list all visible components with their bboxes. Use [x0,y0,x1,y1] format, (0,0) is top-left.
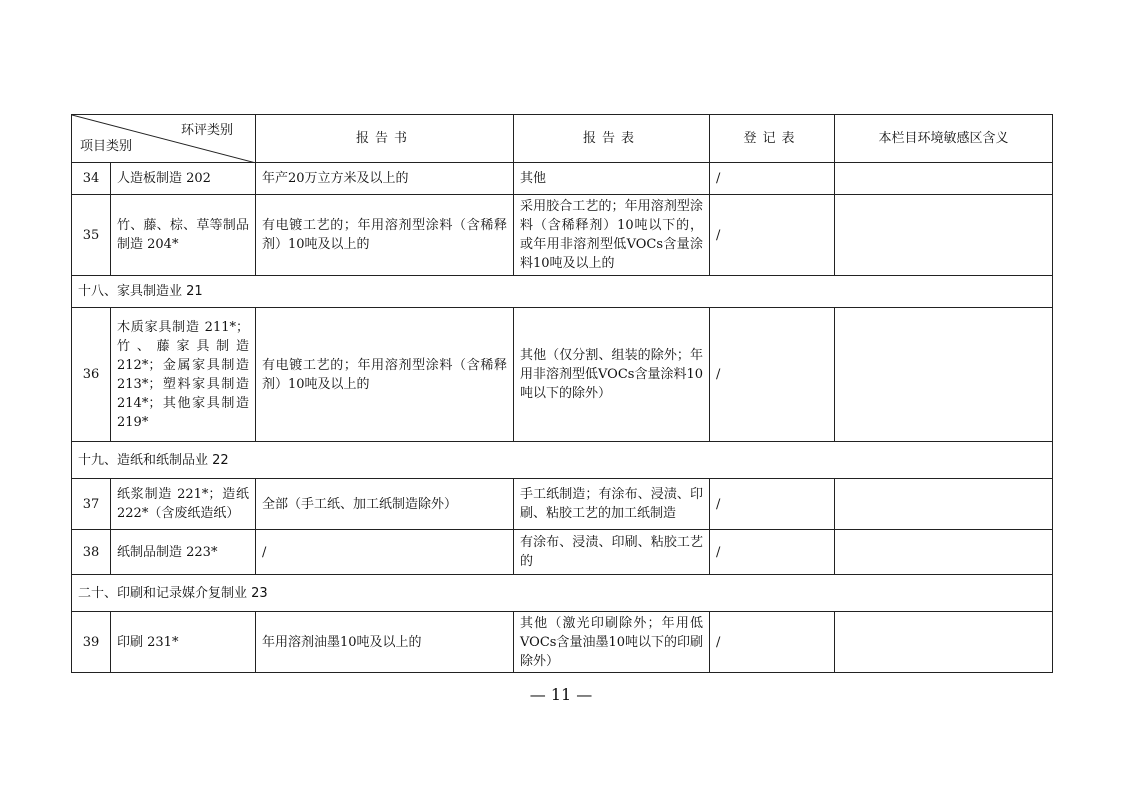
register-form-cell: / [710,163,835,195]
header-register-form: 登记表 [710,115,835,163]
register-form-cell: / [710,479,835,530]
section-heading-paper: 十九、造纸和纸制品业 22 [72,442,1053,479]
project-category: 印刷 231* [111,612,256,673]
section-row [72,276,1053,308]
report-book-cell: 年用溶剂油墨10吨及以上的 [256,612,514,673]
section-row [72,442,1053,479]
header-sensitive-area: 本栏目环境敏感区含义 [835,115,1053,163]
table-row [72,308,1053,442]
section-row [72,575,1053,612]
project-category: 纸制品制造 223* [111,530,256,575]
header-eia-category: 环评类别 [180,123,233,138]
report-form-cell: 采用胶合工艺的；年用溶剂型涂料（含稀释剂）10吨以下的，或年用非溶剂型低VOCs含量涂料10吨及以上的 [514,195,710,276]
register-form-cell: / [710,612,835,673]
report-form-cell: 其他（激光印刷除外；年用低VOCs含量油墨10吨以下的印刷除外） [514,612,710,673]
sensitive-area-cell [835,308,1053,442]
sensitive-area-cell [835,163,1053,195]
section-heading-printing: 二十、印刷和记录媒介复制业 23 [72,575,1053,612]
row-number: 34 [72,163,111,195]
report-book-cell: 全部（手工纸、加工纸制造除外） [256,479,514,530]
table-row [72,612,1053,673]
report-book-cell: 年产20万立方米及以上的 [256,163,514,195]
project-category: 纸浆制造 221*；造纸 222*（含废纸造纸） [111,479,256,530]
register-form-cell: / [710,195,835,276]
row-number: 39 [72,612,111,673]
report-book-cell: 有电镀工艺的；年用溶剂型涂料（含稀释剂）10吨及以上的 [256,308,514,442]
diagonal-header-cell [72,115,256,163]
table-row [72,479,1053,530]
header-report-form: 报告表 [514,115,710,163]
sensitive-area-cell [835,530,1053,575]
sensitive-area-cell [835,612,1053,673]
table-header-row [72,115,1053,163]
classification-table [71,114,1053,673]
sensitive-area-cell [835,195,1053,276]
section-heading-furniture: 十八、家具制造业 21 [72,276,1053,308]
table-row [72,163,1053,195]
report-form-cell: 其他（仅分割、组装的除外；年用非溶剂型低VOCs含量涂料10吨以下的除外） [514,308,710,442]
table-row [72,530,1053,575]
report-form-cell: 手工纸制造；有涂布、浸渍、印刷、粘胶工艺的加工纸制造 [514,479,710,530]
register-form-cell: / [710,530,835,575]
row-number: 38 [72,530,111,575]
project-category: 人造板制造 202 [111,163,256,195]
row-number: 37 [72,479,111,530]
project-category: 竹、藤、棕、草等制品制造 204* [111,195,256,276]
row-number: 36 [72,308,111,442]
report-book-cell: 有电镀工艺的；年用溶剂型涂料（含稀释剂）10吨及以上的 [256,195,514,276]
page-number: — 11 — [529,685,593,704]
report-form-cell: 其他 [514,163,710,195]
register-form-cell: / [710,308,835,442]
sensitive-area-cell [835,479,1053,530]
table-row [72,195,1053,276]
report-form-cell: 有涂布、浸渍、印刷、粘胶工艺的 [514,530,710,575]
header-report-book: 报告书 [256,115,514,163]
project-category: 木质家具制造 211*；竹、藤家具制造 212*；金属家具制造 213*；塑料家具制造 214*；其他家具制造 219* [111,308,256,442]
row-number: 35 [72,195,111,276]
header-project-category: 项目类别 [80,139,133,154]
report-book-cell: / [256,530,514,575]
